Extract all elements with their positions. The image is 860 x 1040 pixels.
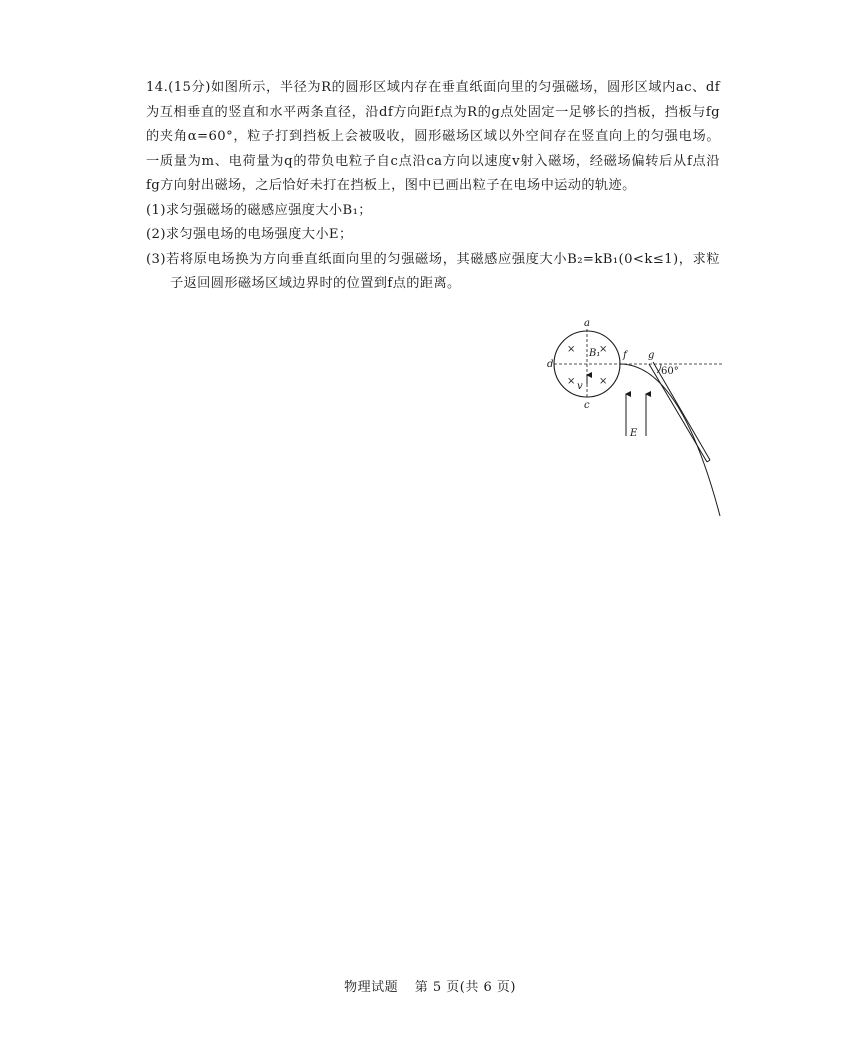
barrier-plate-end [707, 460, 710, 462]
label-v: v [577, 381, 583, 392]
problem-stem [146, 76, 720, 199]
label-d: d [547, 359, 554, 370]
label-angle: 60° [661, 366, 679, 377]
question-3: (3)若将原电场换为方向垂直纸面向里的匀强磁场，其磁感应强度大小B₂=kB₁(0<k≤1)，求粒子返回圆形磁场区域边界时的位置到f点的距离。 [146, 251, 720, 291]
cross-mark: × [567, 344, 576, 355]
question-1: (1)求匀强磁场的磁感应强度大小B₁； [146, 202, 372, 218]
page-footer [0, 976, 860, 995]
physics-diagram [540, 312, 740, 524]
label-B1: B₁ [589, 348, 601, 359]
cross-mark: × [599, 376, 608, 387]
footer-page: 第 5 页(共 6 页) [414, 980, 516, 995]
problem-number: 14.(15分) [146, 80, 211, 95]
cross-mark: × [599, 344, 608, 355]
problem-14 [146, 76, 720, 297]
label-c: c [584, 400, 590, 411]
label-g: g [648, 350, 655, 361]
question-2: (2)求匀强电场的电场强度大小E； [146, 227, 353, 242]
footer-subject: 物理试题 [344, 980, 399, 995]
problem-stem-text: 如图所示，半径为R的圆形区域内存在垂直纸面向里的匀强磁场，圆形区域内ac、df为互相垂直的竖直和水平两条直径，沿df方向距f点为R的g点处固定一足够长的挡板，挡板与fg的夹角α=60°，粒子打到挡板上会被吸收，圆形磁场区域以外空间存在竖直向上的匀强电场。一质量为m、电荷量为q的带负电粒子自c点沿ca方向以速度v射入磁场，经磁场偏转后从f点沿fg方向射出磁场，之后恰好未打在挡板上，图中已画出粒子在电场中运动的轨迹。 [146, 80, 720, 193]
label-a: a [584, 318, 590, 329]
diagram-svg [540, 312, 740, 524]
particle-trajectory [620, 364, 720, 516]
label-E: E [630, 428, 638, 439]
label-f: f [623, 350, 627, 361]
cross-mark: × [567, 376, 576, 387]
